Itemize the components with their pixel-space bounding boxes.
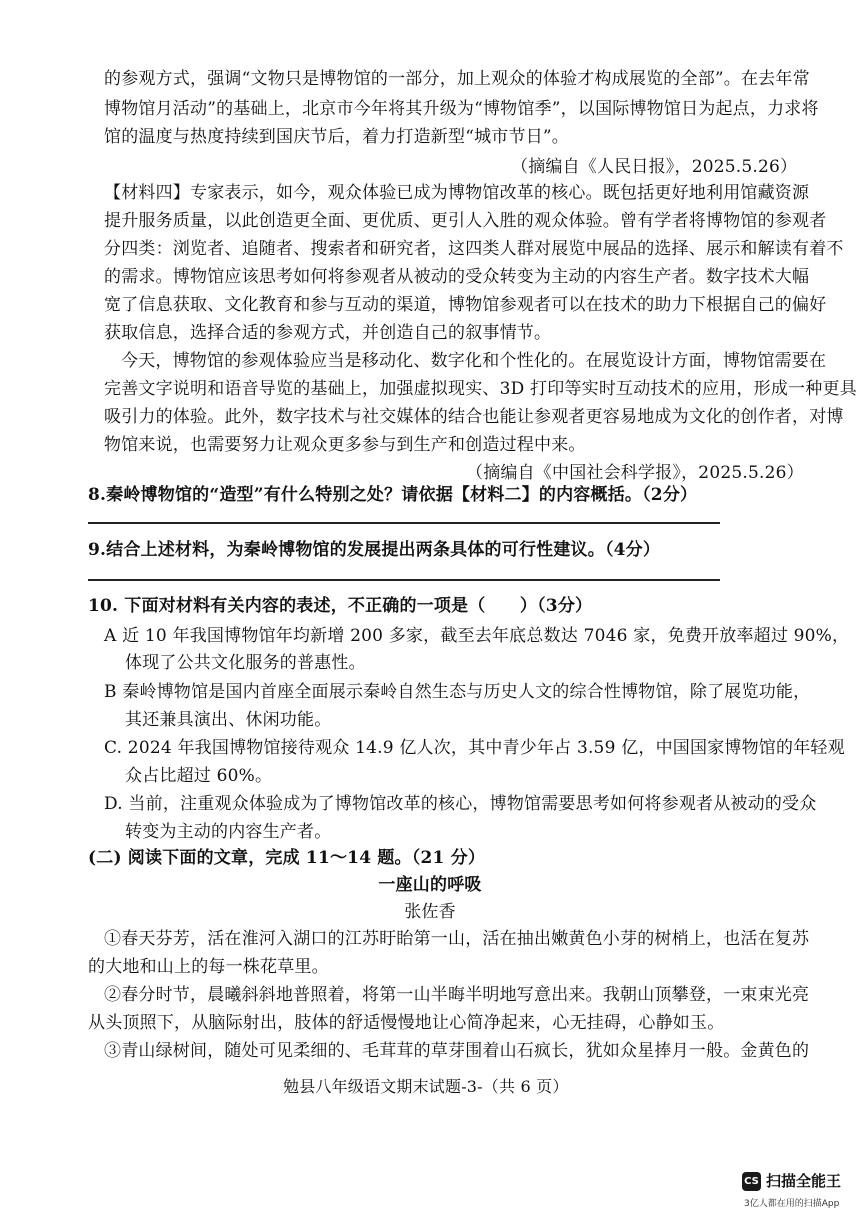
material4-source: （摘编自《中国社会科学报》，2025.5.26） <box>466 463 804 483</box>
material4-line-5: 宽了信息获取、文化教育和参与互动的渠道，博物馆参观者可以在技术的助力下根据自己的偏好 <box>104 295 827 315</box>
material4-line-1: 【材料四】专家表示，如今，观众体验已成为博物馆改革的核心。既包括更好地利用馆藏资源 <box>104 183 810 203</box>
material4-line-2: 提升服务质量，以此创造更全面、更优质、更引人入胜的观众体验。曾有学者将博物馆的参观者 <box>104 211 827 231</box>
camscanner-tagline: 3亿人都在用的扫描App <box>744 1199 840 1209</box>
option-a-line-1: A 近 10 年我国博物馆年均新增 200 多家，截至去年底总数达 7046 家，免费开放率超过 90%， <box>104 626 850 646</box>
material4-line-4: 的需求。博物馆应该思考如何将参观者从被动的受众转变为主动的内容生产者。数字技术大幅 <box>104 267 810 287</box>
material4-line-9: 吸引力的体验。此外，数字技术与社交媒体的结合也能让参观者更容易地成为文化的创作者，对博 <box>104 407 844 427</box>
paragraph-1-line-1: ①春天芬芳，活在淮河入湖口的江苏盱眙第一山，活在抽出嫩黄色小芽的树梢上，也活在复苏 <box>104 929 810 949</box>
option-a-line-2: 体现了公共文化服务的普惠性。 <box>125 653 366 673</box>
material3-source: （摘编自《人民日报》，2025.5.26） <box>511 157 798 177</box>
question-9: 9.结合上述材料，为秦岭博物馆的发展提出两条具体的可行性建议。（4分） <box>88 540 661 560</box>
paragraph-1-line-2: 的大地和山上的每一株花草里。 <box>88 957 329 977</box>
option-b-line-1: B 秦岭博物馆是国内首座全面展示秦岭自然生态与历史人文的综合性博物馆，除了展览功能， <box>104 682 811 702</box>
option-c-line-2: 众占比超过 60%。 <box>125 766 273 786</box>
question-8: 8.秦岭博物馆的“造型”有什么特别之处？请依据【材料二】的内容概括。（2分） <box>88 485 698 505</box>
paragraph-2-line-2: 从头顶照下，从脑际射出，肢体的舒适慢慢地让心简净起来，心无挂碍，心静如玉。 <box>88 1013 725 1033</box>
answer-line-9 <box>88 579 720 581</box>
material4-line-8: 完善文字说明和语音导览的基础上，加强虚拟现实、3D 打印等实时互动技术的应用，形成一种更具 <box>104 379 857 399</box>
option-b-line-2: 其还兼具演出、休闲功能。 <box>125 710 332 730</box>
material4-line-7: 今天，博物馆的参观体验应当是移动化、数字化和个性化的。在展览设计方面，博物馆需要在 <box>121 351 827 371</box>
material4-line-6: 获取信息，选择合适的参观方式，并创造自己的叙事情节。 <box>104 323 552 343</box>
material3-line-1: 的参观方式，强调“文物只是博物馆的一部分，加上观众的体验才构成展览的全部”。在去年常 <box>104 69 810 89</box>
question-10: 10. 下面对材料有关内容的表述，不正确的一项是（ ）（3分） <box>88 596 593 616</box>
material3-line-3: 馆的温度与热度持续到国庆节后，着力打造新型“城市节日”。 <box>104 127 569 147</box>
section-2-heading: (二) 阅读下面的文章，完成 11～14 题。（21 分） <box>88 848 486 868</box>
option-c-line-1: C. 2024 年我国博物馆接待观众 14.9 亿人次，其中青少年占 3.59 亿，中国国家博物馆的年轻观 <box>104 738 845 758</box>
paragraph-3-line-1: ③青山绿树间，随处可见柔细的、毛茸茸的草芽围着山石疯长，犹如众星捧月一般。金黄色的 <box>104 1041 810 1061</box>
page-footer: 勉县八年级语文期末试题-3-（共 6 页） <box>283 1077 569 1096</box>
option-d-line-2: 转变为主动的内容生产者。 <box>125 822 332 842</box>
option-d-line-1: D. 当前，注重观众体验成为了博物馆改革的核心，博物馆需要思考如何将参观者从被动的受众 <box>104 794 817 814</box>
camscanner-app-name: 扫描全能王 <box>766 1172 842 1190</box>
article-author: 张佐香 <box>404 902 456 922</box>
material4-line-10: 物馆来说，也需要努力让观众更多参与到生产和创造过程中来。 <box>104 435 586 455</box>
camscanner-logo-icon: CS <box>742 1172 761 1191</box>
answer-line-8 <box>88 522 720 524</box>
material4-line-3: 分四类：浏览者、追随者、搜索者和研究者，这四类人群对展览中展品的选择、展示和解读有着不 <box>104 239 844 259</box>
article-title: 一座山的呼吸 <box>378 875 482 895</box>
material3-line-2: 博物馆月活动”的基础上，北京市今年将其升级为“博物馆季”，以国际博物馆日为起点，力求将 <box>104 99 819 119</box>
paragraph-2-line-1: ②春分时节，晨曦斜斜地普照着，将第一山半晦半明地写意出来。我朝山顶攀登，一束束光亮 <box>104 985 810 1005</box>
